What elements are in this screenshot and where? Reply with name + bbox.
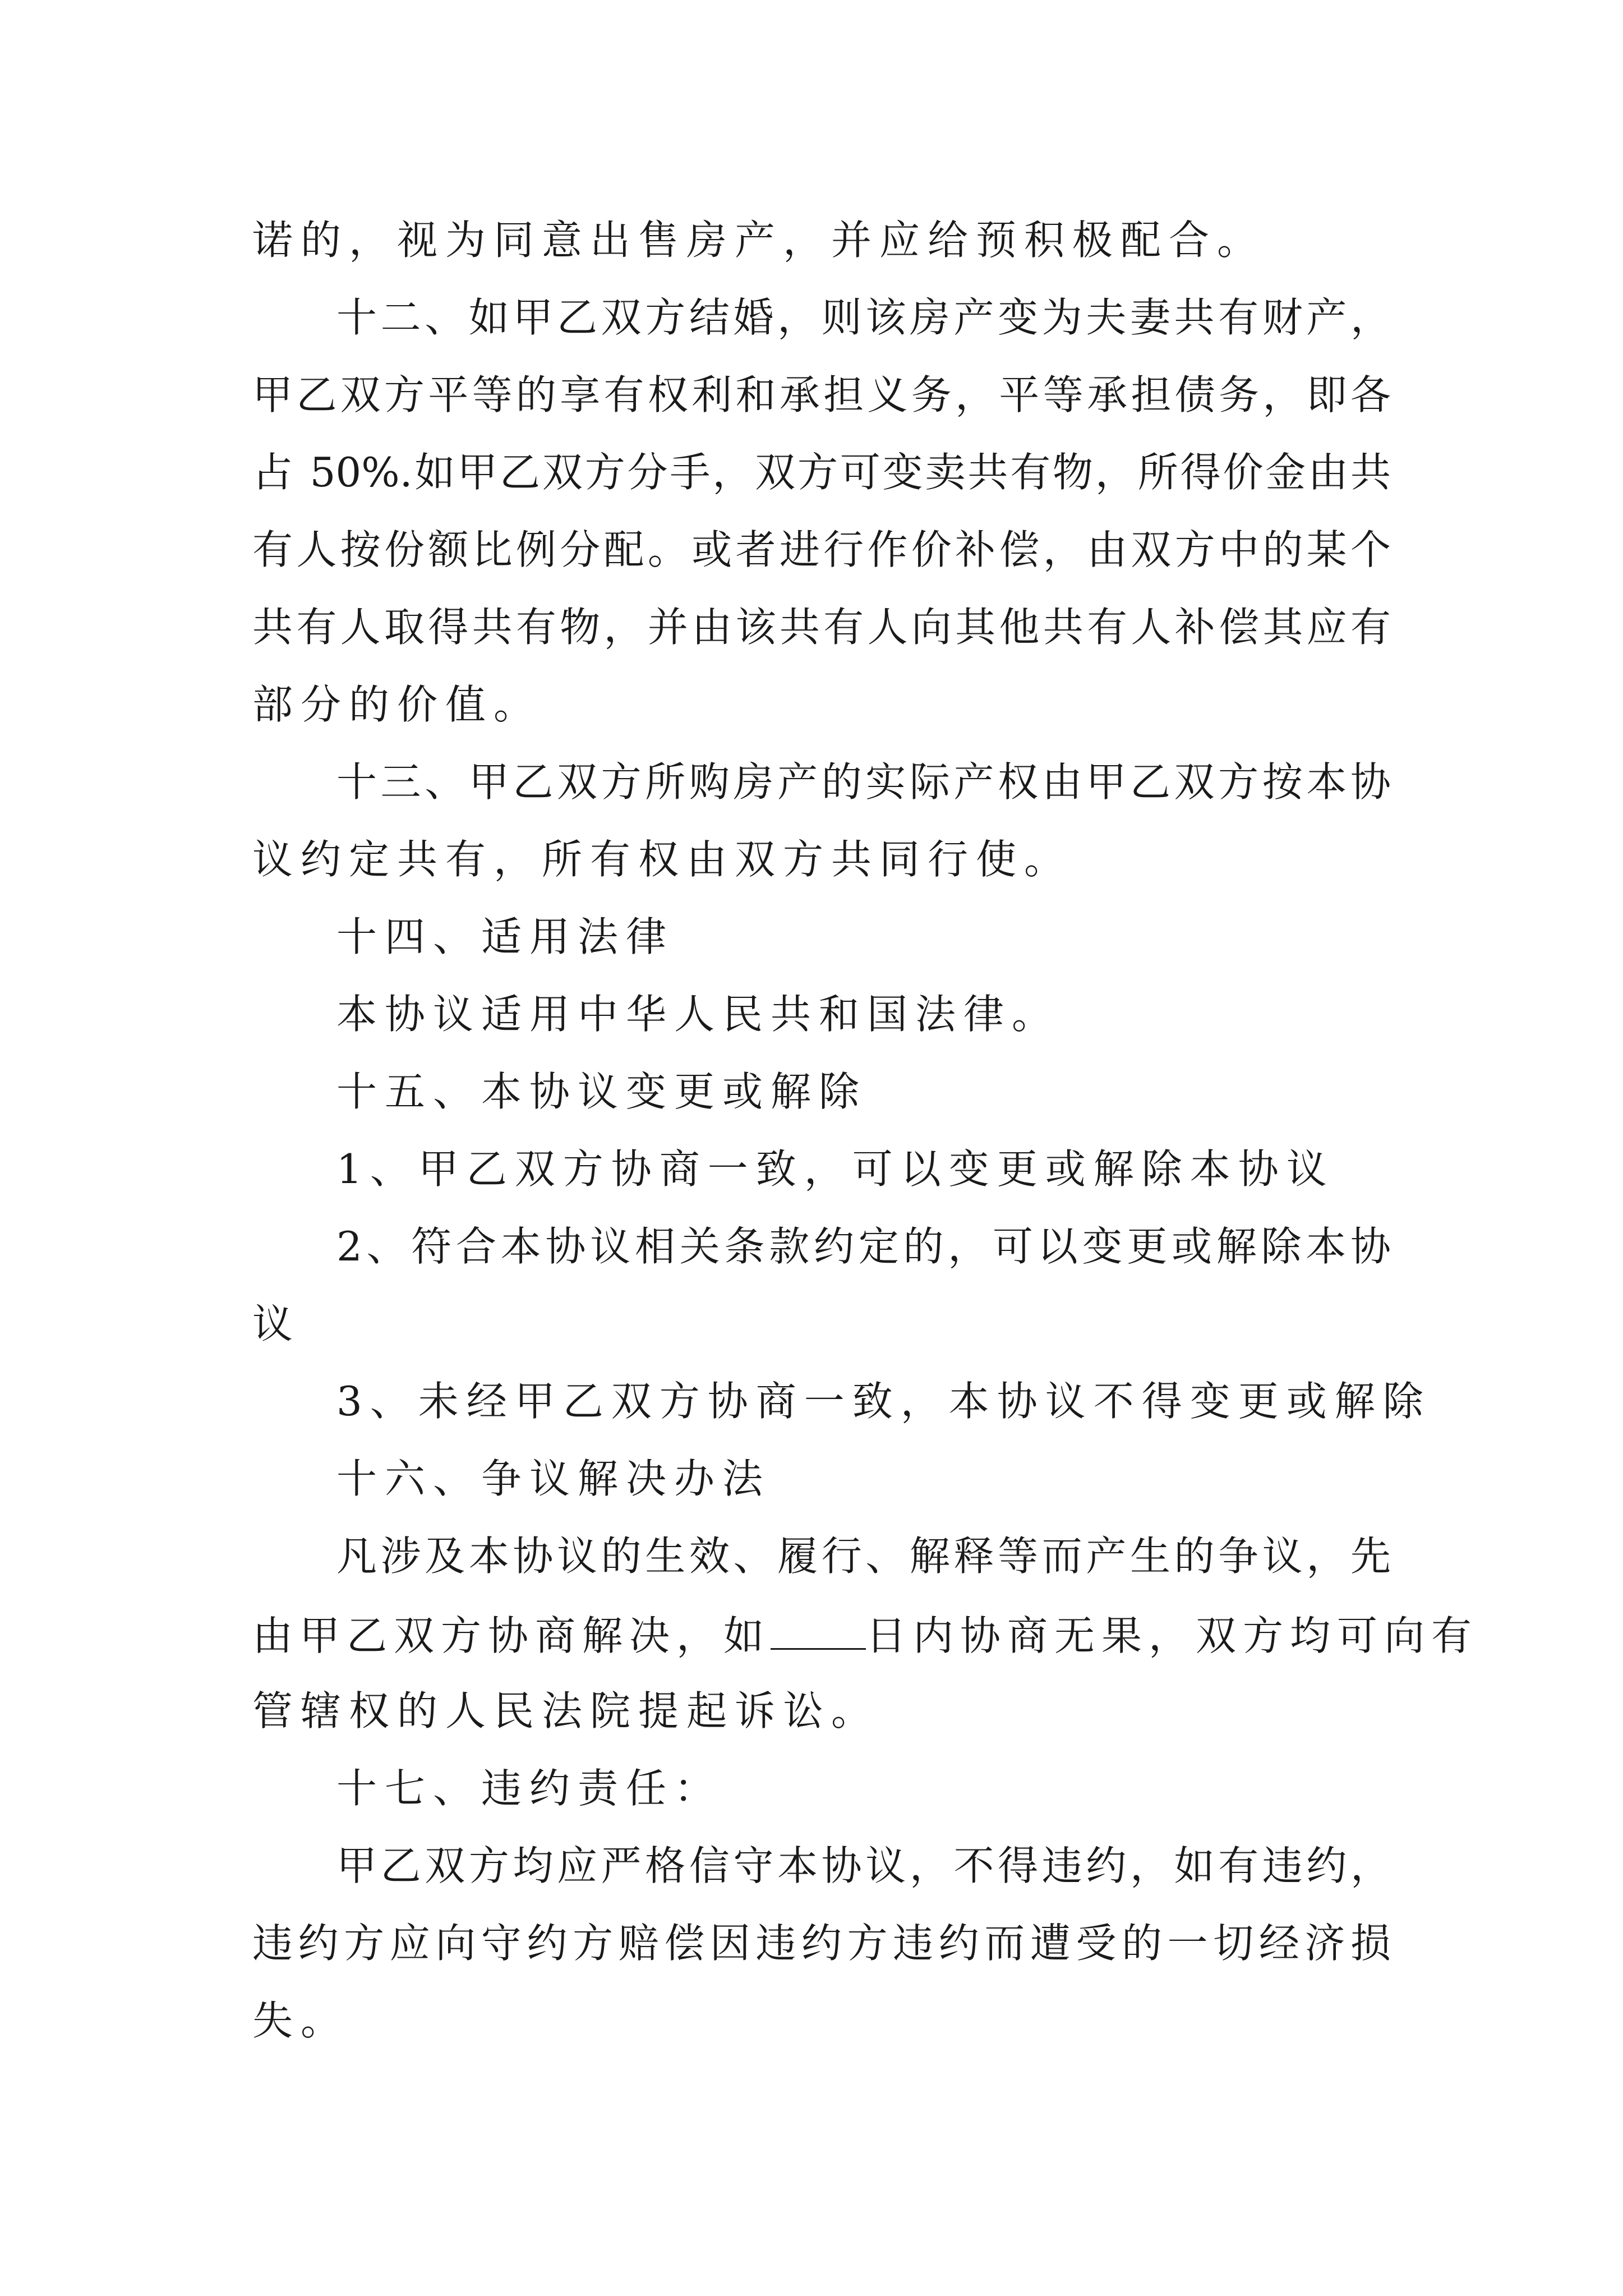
text-line: 凡涉及本协议的生效、履行、解释等而产生的争议，先 xyxy=(336,1533,1391,1580)
clause-17-heading: 十七、违约责任： xyxy=(336,1765,723,1812)
text-line-with-blank xyxy=(252,1612,1479,1659)
fill-in-blank xyxy=(771,1613,866,1650)
clause-13-heading: 十三、甲乙双方所购房产的实际产权由甲乙双方按本协 xyxy=(336,758,1391,806)
text-line: 本协议适用中华人民共和国法律。 xyxy=(336,991,1061,1038)
text-line: 占 50%.如甲乙双方分手，双方可变卖共有物，所得价金由共 xyxy=(252,449,1391,496)
list-item: 2、符合本协议相关条款约定的，可以变更或解除本协 xyxy=(336,1223,1391,1270)
text-line: 甲乙双方均应严格信守本协议，不得违约，如有违约， xyxy=(336,1842,1391,1889)
text-line: 诺的，视为同意出售房产，并应给预积极配合。 xyxy=(252,217,1266,264)
text-line: 管辖权的人民法院提起诉讼。 xyxy=(252,1687,880,1734)
text-line: 共有人取得共有物，并由该共有人向其他共有人补偿其应有 xyxy=(252,604,1391,651)
text-fragment: 由甲乙双方协商解决，如 xyxy=(252,1612,771,1659)
list-item: 1、甲乙双方协商一致，可以变更或解除本协议 xyxy=(336,1145,1335,1193)
clause-16-heading: 十六、争议解决办法 xyxy=(336,1455,771,1502)
clause-15-heading: 十五、本协议变更或解除 xyxy=(336,1068,868,1115)
text-line: 违约方应向守约方赔偿因违约方违约而遭受的一切经济损 xyxy=(252,1920,1391,1967)
text-line: 部分的价值。 xyxy=(252,681,542,728)
text-fragment: 日内协商无果，双方均可向有 xyxy=(866,1612,1479,1659)
text-line: 议约定共有，所有权由双方共同行使。 xyxy=(252,836,1073,883)
clause-12-heading: 十二、如甲乙双方结婚，则该房产变为夫妻共有财产， xyxy=(336,294,1391,341)
text-line: 失。 xyxy=(252,1997,349,2044)
clause-14-heading: 十四、适用法律 xyxy=(336,913,675,960)
text-line: 议 xyxy=(252,1300,301,1347)
text-line: 甲乙双方平等的享有权利和承担义务，平等承担债务，即各 xyxy=(252,371,1391,418)
list-item: 3、未经甲乙双方协商一致，本协议不得变更或解除 xyxy=(336,1378,1431,1425)
text-line: 有人按份额比例分配。或者进行作价补偿，由双方中的某个 xyxy=(252,526,1391,573)
